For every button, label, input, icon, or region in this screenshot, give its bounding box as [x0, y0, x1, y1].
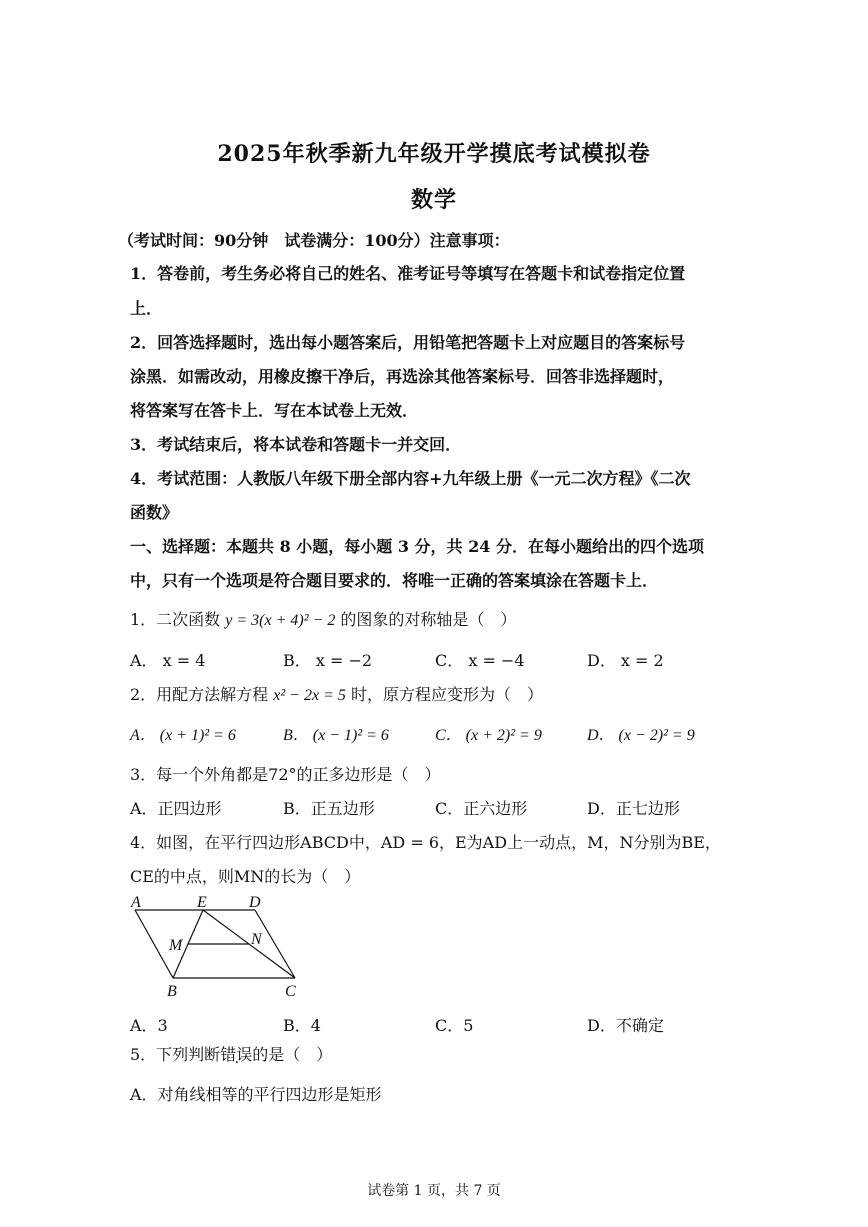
q3-option-a: A．正四边形 [130, 799, 222, 818]
edge-ab [135, 910, 173, 978]
note-4-line-2: 函数》 [130, 503, 179, 522]
exam-title: 2025年秋季新九年级开学摸底考试模拟卷 [217, 141, 651, 167]
question-5-prefix: 5．下列判断 [130, 1045, 221, 1064]
label-n: N [251, 931, 262, 948]
q2-option-d: D． (x − 2)² = 9 [587, 727, 695, 744]
label-d: D [249, 894, 261, 911]
note-1-line-2: 上． [130, 299, 163, 318]
question-4-line-2: CE的中点，则MN的长为（ ） [130, 867, 361, 886]
section-1-line-2: 中，只有一个选项是符合题目要求的．将唯一正确的答案填涂在答题卡上． [130, 571, 659, 590]
q3-option-b: B．正五边形 [283, 799, 375, 818]
q4-option-b: B．4 [283, 1016, 321, 1035]
question-5-emphasis: 错误 [220, 1045, 253, 1064]
page-footer: 试卷第 1 页，共 7 页 [367, 1183, 501, 1199]
question-2-suffix: 时，原方程应变形为（ ） [350, 685, 543, 704]
q1-option-b: B． x = −2 [283, 651, 373, 670]
label-m: M [169, 937, 183, 954]
q1-option-a: A． x = 4 [130, 651, 206, 670]
question-1-suffix: 的图象的对称轴是（ ） [340, 610, 517, 629]
label-e: E [197, 894, 207, 911]
label-c: C [285, 983, 296, 1000]
note-1-line-1: 1．答卷前，考生务必将自己的姓名、准考证号等填写在答题卡和试卷指定位置 [130, 264, 686, 283]
subject-title: 数学 [410, 187, 457, 213]
exam-info: （考试时间：90分钟 试卷满分：100分）注意事项： [118, 231, 510, 250]
question-5 [130, 1042, 332, 1065]
section-1-line-1: 一、选择题：本题共 8 小题，每小题 3 分，共 24 分．在每小题给出的四个选项 [130, 537, 704, 556]
note-2-line-2: 涂黑．如需改动，用橡皮擦干净后，再选涂其他答案标号．回答非选择题时， [130, 367, 675, 386]
question-5-suffix: 的是（ ） [252, 1045, 333, 1064]
q3-option-c: C．正六边形 [435, 799, 528, 818]
question-2 [130, 682, 543, 705]
question-1-prefix: 1．二次函数 [130, 610, 221, 629]
q4-option-d: D．不确定 [587, 1016, 664, 1035]
q1-option-d: D． x = 2 [587, 651, 664, 670]
note-2-line-1: 2．回答选择题时，选出每小题答案后，用铅笔把答题卡上对应题目的答案标号 [130, 333, 686, 352]
q5-option-a: A．对角线相等的平行四边形是矩形 [130, 1085, 382, 1104]
q3-option-d: D．正七边形 [587, 799, 680, 818]
question-1 [130, 607, 516, 630]
q4-option-c: C．5 [435, 1016, 474, 1035]
question-2-prefix: 2．用配方法解方程 [130, 685, 269, 704]
question-4-line-1: 4．如图，在平行四边形ABCD中，AD = 6，E为AD上一动点，M，N分别为BE， [130, 833, 721, 852]
q4-option-a: A．3 [130, 1016, 168, 1035]
q1-option-c: C． x = −4 [435, 651, 525, 670]
question-3: 3．每一个外角都是72°的正多边形是（ ） [130, 765, 441, 784]
question-1-formula: y = 3(x + 4)² − 2 [225, 612, 336, 629]
note-4-line-1: 4．考试范围：人教版八年级下册全部内容+九年级上册《一元二次方程》《二次 [130, 469, 691, 488]
parallelogram-figure [125, 890, 315, 1002]
q2-option-c: C． (x + 2)² = 9 [435, 727, 542, 744]
question-2-formula: x² − 2x = 5 [273, 687, 346, 704]
label-b: B [167, 983, 177, 1000]
label-a: A [131, 894, 141, 911]
note-3: 3．考试结束后，将本试卷和答题卡一并交回． [130, 435, 462, 454]
q2-option-a: A． (x + 1)² = 6 [130, 727, 236, 744]
q2-option-b: B． (x − 1)² = 6 [283, 727, 389, 744]
note-2-line-3: 将答案写在答卡上．写在本试卷上无效． [130, 401, 419, 420]
